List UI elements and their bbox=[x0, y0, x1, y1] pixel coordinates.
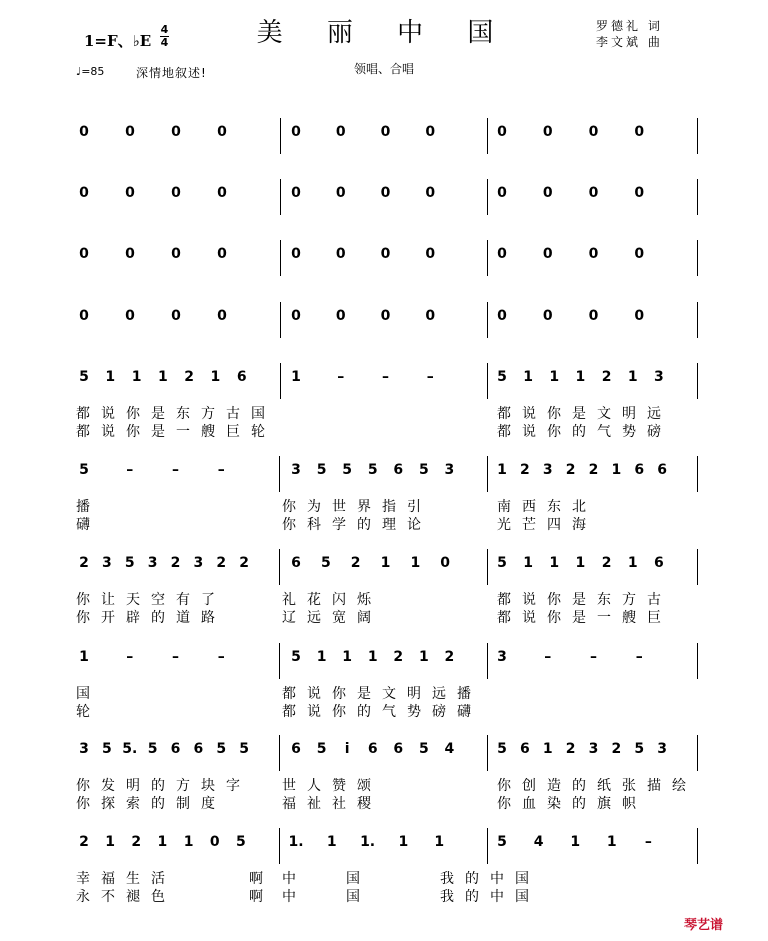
bar-line bbox=[279, 643, 280, 679]
note: – bbox=[426, 369, 434, 385]
note: 2 bbox=[131, 834, 142, 850]
lyric-line: 轮 bbox=[76, 704, 90, 720]
note: 5 bbox=[497, 741, 507, 757]
note: 1 bbox=[575, 369, 586, 385]
time-signature-bottom: 4 bbox=[160, 36, 169, 49]
note: 0 bbox=[634, 308, 645, 324]
lyric-line: 南西东北 bbox=[497, 499, 597, 515]
note: 1 bbox=[326, 834, 337, 850]
note: 0 bbox=[425, 185, 436, 201]
note: 5 bbox=[497, 834, 507, 850]
lyric-line: 你探索的制度 bbox=[76, 796, 226, 812]
note: 0 bbox=[542, 308, 553, 324]
note: 6 bbox=[170, 741, 181, 757]
note: 1 bbox=[611, 462, 622, 478]
note: 0 bbox=[335, 246, 346, 262]
bar-line bbox=[697, 735, 698, 771]
lyric-line: 礼花闪烁 bbox=[282, 592, 382, 608]
note: 0 bbox=[217, 124, 227, 140]
bar-line bbox=[280, 302, 281, 338]
note: 6 bbox=[393, 462, 404, 478]
note: 5 bbox=[147, 741, 158, 757]
note: 2 bbox=[79, 555, 89, 571]
note: 1 bbox=[627, 369, 638, 385]
note: 1 bbox=[367, 649, 378, 665]
note: 1 bbox=[523, 555, 534, 571]
note: 2 bbox=[520, 462, 530, 478]
note: 0 bbox=[497, 185, 507, 201]
song-title: 美 丽 中 国 bbox=[256, 18, 512, 48]
lyric-line: 礴 bbox=[76, 517, 90, 533]
note: 5 bbox=[634, 741, 645, 757]
note: – bbox=[126, 462, 134, 478]
note: 1 bbox=[105, 834, 116, 850]
note: 1 bbox=[157, 369, 168, 385]
lyric-line: 福祉社稷 bbox=[282, 796, 382, 812]
note: 0 bbox=[217, 246, 227, 262]
bar-line bbox=[697, 828, 698, 864]
lyric-line: 你创造的纸张描绘 bbox=[497, 778, 697, 794]
note: 1 bbox=[157, 834, 168, 850]
lyric-line: 光芒四海 bbox=[497, 517, 597, 533]
note: 0 bbox=[79, 124, 89, 140]
note: 1 bbox=[549, 555, 560, 571]
bar-line bbox=[697, 456, 698, 492]
note: 5 bbox=[367, 462, 378, 478]
note: – bbox=[337, 369, 345, 385]
note: 0 bbox=[634, 185, 645, 201]
note: 4 bbox=[533, 834, 544, 850]
lyric-line: 我的中国 bbox=[440, 889, 540, 905]
note: 0 bbox=[588, 124, 599, 140]
note: – bbox=[644, 834, 652, 850]
note: 1 bbox=[316, 649, 327, 665]
note: 2 bbox=[184, 369, 195, 385]
note: i bbox=[344, 741, 350, 757]
note: 5 bbox=[79, 369, 89, 385]
lyric-line: 你为世界指引 bbox=[282, 499, 432, 515]
note: 1 bbox=[523, 369, 534, 385]
note: – bbox=[172, 649, 179, 665]
note: 5 bbox=[497, 369, 507, 385]
lyric-line: 都说你的气势磅礴 bbox=[282, 704, 482, 720]
note: 2 bbox=[611, 741, 622, 757]
note: 2 bbox=[239, 555, 249, 571]
note: 0 bbox=[79, 246, 89, 262]
lyric-line: 世人赞颂 bbox=[282, 778, 382, 794]
bar-line bbox=[487, 549, 488, 585]
note: 1 bbox=[398, 834, 409, 850]
note: 6 bbox=[634, 462, 645, 478]
lyric-line: 中 bbox=[282, 889, 296, 905]
note: 2 bbox=[588, 462, 599, 478]
bar-line bbox=[280, 118, 281, 154]
note: 1 bbox=[342, 649, 353, 665]
note: 0 bbox=[634, 246, 645, 262]
note: 5 bbox=[497, 555, 507, 571]
lyric-line: 你开辟的道路 bbox=[76, 610, 226, 626]
note: 5 bbox=[102, 741, 112, 757]
note: 6 bbox=[657, 462, 667, 478]
bar-line bbox=[697, 549, 698, 585]
note: 2 bbox=[79, 834, 89, 850]
bar-line bbox=[487, 828, 488, 864]
note: 3 bbox=[657, 741, 667, 757]
note: 1 bbox=[79, 649, 89, 665]
bar-line bbox=[487, 240, 488, 276]
bar-line bbox=[697, 240, 698, 276]
note: 0 bbox=[440, 555, 451, 571]
note: 0 bbox=[79, 308, 89, 324]
bar-line bbox=[280, 179, 281, 215]
note: 0 bbox=[291, 124, 301, 140]
lyric-line: 都说你是东方古国 bbox=[76, 406, 276, 422]
note: 6 bbox=[520, 741, 530, 757]
note: 6 bbox=[291, 555, 301, 571]
bar-line bbox=[697, 643, 698, 679]
bar-line bbox=[280, 240, 281, 276]
note: 0 bbox=[380, 124, 391, 140]
bar-line bbox=[487, 179, 488, 215]
note: 6 bbox=[291, 741, 301, 757]
bar-line bbox=[697, 302, 698, 338]
note: 3 bbox=[291, 462, 301, 478]
bar-line bbox=[487, 302, 488, 338]
note: 0 bbox=[380, 246, 391, 262]
lyric-line: 啊 bbox=[249, 889, 263, 905]
lyric-line: 播 bbox=[76, 499, 90, 515]
bar-line bbox=[697, 363, 698, 399]
note: 1 bbox=[291, 369, 301, 385]
key-signature: 1=F、♭E bbox=[84, 32, 152, 50]
note: 0 bbox=[425, 308, 436, 324]
lyric-line: 你让天空有了 bbox=[76, 592, 226, 608]
note: 0 bbox=[79, 185, 89, 201]
composer: 李文斌 曲 bbox=[596, 35, 663, 49]
note: 1 bbox=[549, 369, 560, 385]
note: 1 bbox=[434, 834, 445, 850]
note: 2 bbox=[170, 555, 181, 571]
bar-line bbox=[279, 456, 280, 492]
lyric-line: 你血染的旗帜 bbox=[497, 796, 647, 812]
note: 6 bbox=[367, 741, 378, 757]
note: 0 bbox=[291, 246, 301, 262]
note: 3 bbox=[444, 462, 455, 478]
note: 0 bbox=[171, 308, 181, 324]
note: – bbox=[544, 649, 552, 665]
lyric-line: 你发明的方块字 bbox=[76, 778, 251, 794]
note: 3 bbox=[497, 649, 507, 665]
note: 0 bbox=[125, 124, 135, 140]
bar-line bbox=[279, 735, 280, 771]
note: 0 bbox=[125, 308, 135, 324]
note: 1 bbox=[183, 834, 194, 850]
note: 5 bbox=[320, 555, 331, 571]
note: 3 bbox=[79, 741, 89, 757]
note: 0 bbox=[171, 246, 181, 262]
lyric-line: 都说你的气势磅 bbox=[497, 424, 672, 440]
note: 1 bbox=[575, 555, 586, 571]
note: 0 bbox=[217, 308, 227, 324]
note: 5 bbox=[418, 741, 429, 757]
note: – bbox=[217, 462, 225, 478]
note: 1 bbox=[210, 369, 221, 385]
bar-line bbox=[487, 643, 488, 679]
bar-line bbox=[279, 828, 280, 864]
note: 0 bbox=[497, 246, 507, 262]
note: 1. bbox=[360, 834, 376, 850]
note: – bbox=[635, 649, 643, 665]
note: 3 bbox=[588, 741, 599, 757]
lyric-line: 永不褪色 bbox=[76, 889, 176, 905]
note: 1 bbox=[497, 462, 507, 478]
note: 2 bbox=[565, 462, 576, 478]
note: 0 bbox=[125, 185, 135, 201]
note: 3 bbox=[147, 555, 158, 571]
note: 1 bbox=[570, 834, 581, 850]
note: 3 bbox=[102, 555, 112, 571]
time-signature bbox=[160, 24, 169, 48]
note: 5 bbox=[291, 649, 301, 665]
lyric-line: 你科学的理论 bbox=[282, 517, 432, 533]
note: 6 bbox=[193, 741, 204, 757]
lyric-line: 国 bbox=[346, 871, 360, 887]
performance-note: 领唱、合唱 bbox=[353, 62, 414, 76]
note: 0 bbox=[588, 308, 599, 324]
note: 0 bbox=[380, 185, 391, 201]
note: 1 bbox=[410, 555, 421, 571]
note: 0 bbox=[171, 185, 181, 201]
note: – bbox=[126, 649, 134, 665]
note: 3 bbox=[542, 462, 553, 478]
note: 2 bbox=[601, 369, 612, 385]
note: 0 bbox=[425, 246, 436, 262]
note: 0 bbox=[497, 308, 507, 324]
note: 2 bbox=[565, 741, 576, 757]
note: 5. bbox=[122, 741, 138, 757]
note: 3 bbox=[193, 555, 204, 571]
note: 1. bbox=[288, 834, 304, 850]
bar-line bbox=[280, 363, 281, 399]
note: 2 bbox=[350, 555, 361, 571]
bar-line bbox=[487, 118, 488, 154]
note: 2 bbox=[216, 555, 227, 571]
note: 1 bbox=[380, 555, 391, 571]
lyric-line: 啊 bbox=[249, 871, 263, 887]
note: – bbox=[382, 369, 389, 385]
note: 5 bbox=[316, 462, 327, 478]
note: 2 bbox=[393, 649, 404, 665]
note: 0 bbox=[335, 124, 346, 140]
bar-line bbox=[279, 549, 280, 585]
note: 2 bbox=[601, 555, 612, 571]
lyricist: 罗德礼 词 bbox=[596, 19, 663, 33]
site-logo: 琴艺谱 bbox=[684, 918, 724, 933]
note: 5 bbox=[216, 741, 227, 757]
note: 5 bbox=[79, 462, 89, 478]
note: 1 bbox=[627, 555, 638, 571]
note: – bbox=[217, 649, 225, 665]
bar-line bbox=[697, 118, 698, 154]
note: 0 bbox=[542, 246, 553, 262]
lyric-line: 国 bbox=[76, 686, 90, 702]
lyric-line: 都说你是一艘巨轮 bbox=[76, 424, 276, 440]
lyric-line: 辽远宽阔 bbox=[282, 610, 382, 626]
note: 2 bbox=[444, 649, 455, 665]
lyric-line: 幸福生活 bbox=[76, 871, 176, 887]
lyric-line: 都说你是文明远播 bbox=[282, 686, 482, 702]
expression-marking: 深情地叙述! bbox=[136, 66, 207, 80]
note: 1 bbox=[105, 369, 116, 385]
note: 1 bbox=[606, 834, 617, 850]
note: 0 bbox=[125, 246, 135, 262]
lyric-line: 都说你是一艘巨 bbox=[497, 610, 672, 626]
note: 5 bbox=[316, 741, 327, 757]
note: 0 bbox=[209, 834, 220, 850]
note: 4 bbox=[444, 741, 455, 757]
note: 0 bbox=[335, 185, 346, 201]
note: 0 bbox=[588, 246, 599, 262]
note: 0 bbox=[380, 308, 391, 324]
note: 0 bbox=[291, 308, 301, 324]
note: 0 bbox=[497, 124, 507, 140]
note: 5 bbox=[124, 555, 135, 571]
note: – bbox=[172, 462, 179, 478]
lyric-line: 国 bbox=[346, 889, 360, 905]
note: 5 bbox=[239, 741, 249, 757]
bar-line bbox=[487, 363, 488, 399]
note: 0 bbox=[588, 185, 599, 201]
note: 3 bbox=[653, 369, 664, 385]
bar-line bbox=[487, 735, 488, 771]
note: 6 bbox=[653, 555, 664, 571]
note: 6 bbox=[393, 741, 404, 757]
note: 1 bbox=[542, 741, 553, 757]
lyric-line: 都说你是文明远 bbox=[497, 406, 672, 422]
lyric-line: 中 bbox=[282, 871, 296, 887]
bar-line bbox=[487, 456, 488, 492]
note: 0 bbox=[425, 124, 436, 140]
note: 0 bbox=[634, 124, 645, 140]
note: 0 bbox=[335, 308, 346, 324]
note: 0 bbox=[542, 124, 553, 140]
tempo-marking: ♩=85 bbox=[76, 65, 105, 78]
time-signature-top: 4 bbox=[160, 23, 169, 36]
note: 6 bbox=[236, 369, 247, 385]
note: 0 bbox=[291, 185, 301, 201]
note: 5 bbox=[418, 462, 429, 478]
note: 5 bbox=[342, 462, 353, 478]
bar-line bbox=[697, 179, 698, 215]
note: 0 bbox=[542, 185, 553, 201]
note: – bbox=[590, 649, 597, 665]
note: 1 bbox=[131, 369, 142, 385]
lyric-line: 我的中国 bbox=[440, 871, 540, 887]
note: 0 bbox=[171, 124, 181, 140]
note: 5 bbox=[235, 834, 246, 850]
lyric-line: 都说你是东方古 bbox=[497, 592, 672, 608]
note: 1 bbox=[418, 649, 429, 665]
note: 0 bbox=[217, 185, 227, 201]
